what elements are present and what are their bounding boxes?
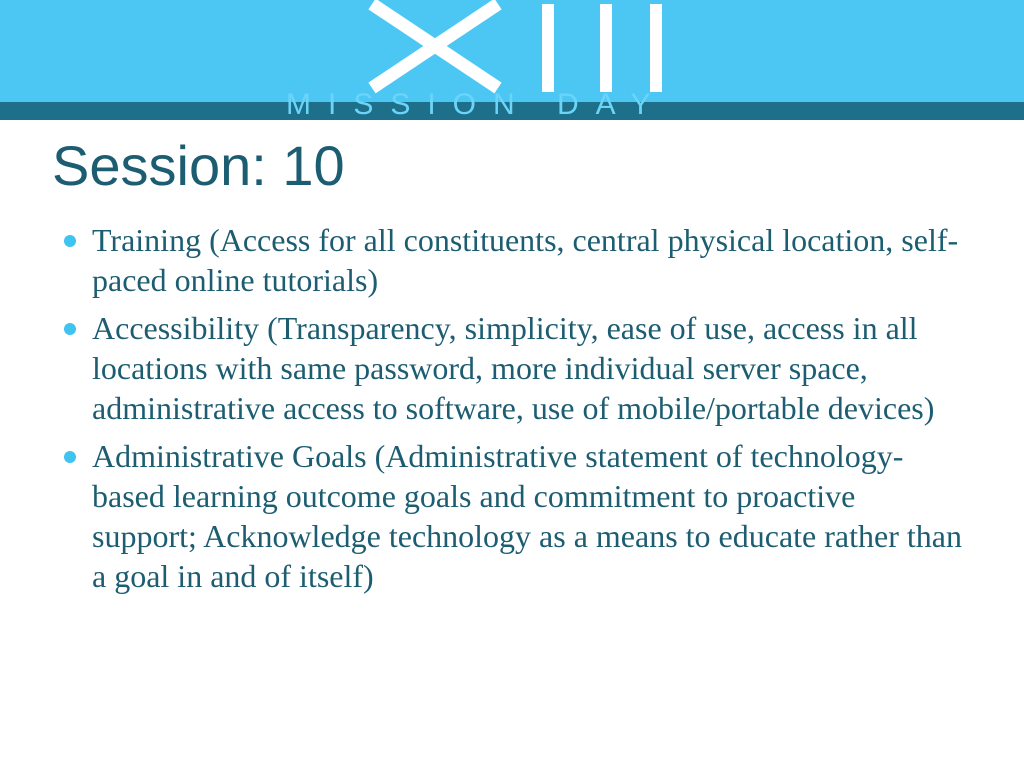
- bullet-text: Administrative Goals (Administrative statement of technology-based learning outcome goals and commitment to proactive support; Acknowledge technology as a means to educate rather than a goal in and of itself): [92, 438, 962, 594]
- list-item: [64, 220, 964, 300]
- bullet-text: Training (Access for all constituents, central physical location, self-paced online tutorials): [92, 222, 959, 298]
- slide-title: Session: 10: [52, 134, 345, 197]
- bullet-text: Accessibility (Transparency, simplicity, ease of use, access in all locations with same password, more individual server space, administrative access to software, use of mobile/portable devices): [92, 310, 935, 426]
- bullet-icon: [64, 235, 76, 247]
- mission-day-logo: [280, 0, 750, 120]
- logo-caption: MISSION DAY: [286, 88, 668, 120]
- bullet-icon: [64, 451, 76, 463]
- bullet-list: [64, 220, 964, 604]
- list-item: [64, 308, 964, 428]
- bullet-icon: [64, 323, 76, 335]
- list-item: [64, 436, 964, 596]
